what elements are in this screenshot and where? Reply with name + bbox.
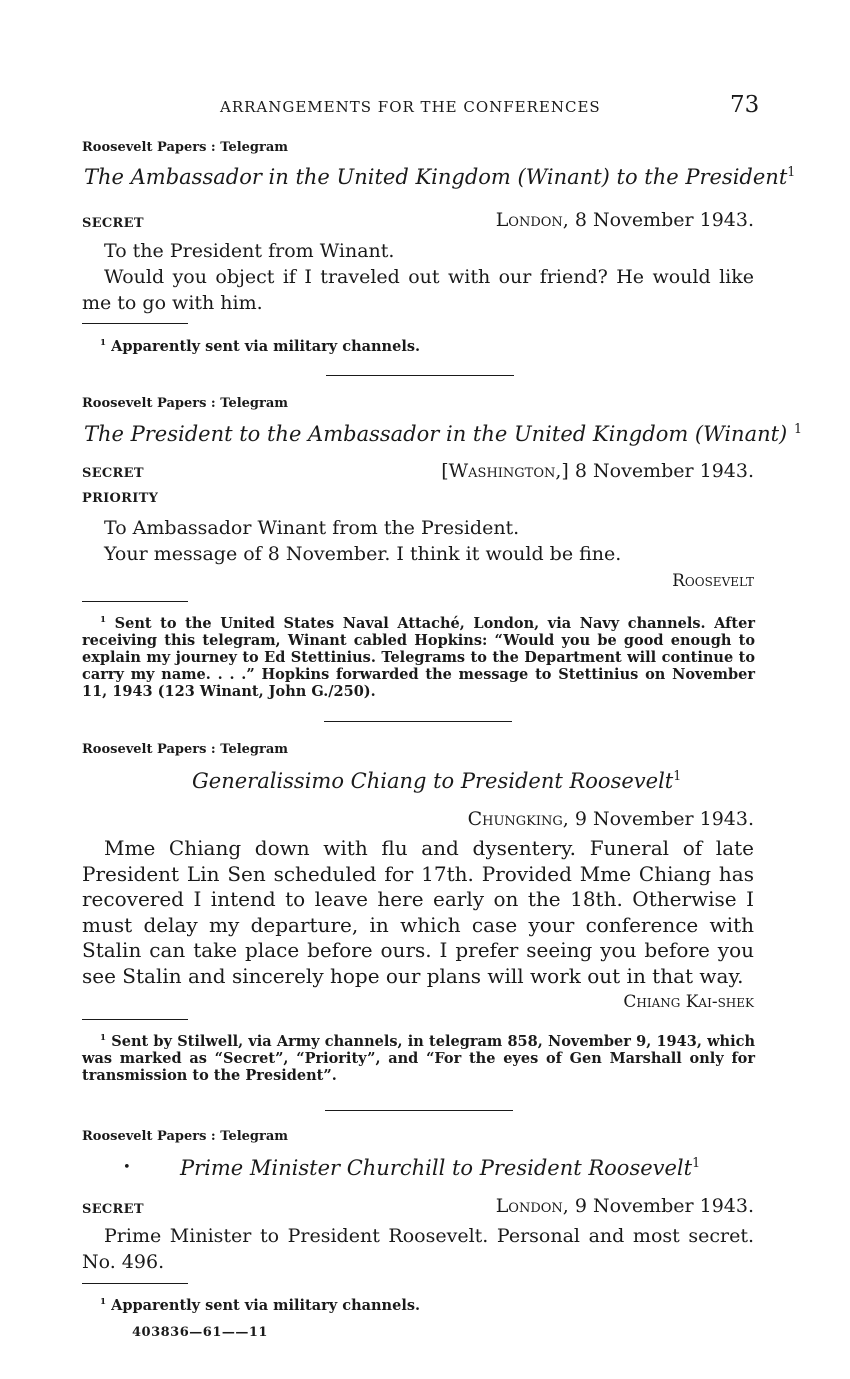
doc4-title-text: Prime Minister Churchill to President Roosevelt	[180, 1156, 693, 1180]
doc4-title-note: 1	[692, 1155, 701, 1170]
doc2-marking-priority: PRIORITY	[82, 491, 159, 506]
footnote-rule	[82, 323, 188, 324]
doc4-footnote	[82, 1294, 755, 1314]
doc1-paragraph: Would you object if I traveled out with our friend? He would like me to go with him.	[82, 266, 754, 314]
document-separator	[326, 375, 514, 376]
running-title: ARRANGEMENTS FOR THE CONFERENCES	[220, 98, 601, 116]
doc2-signature: Roosevelt	[672, 571, 754, 591]
doc2-title-note: 1	[793, 421, 802, 436]
doc4-footnote-mark: 1	[100, 1297, 107, 1307]
doc1-footnote-mark: 1	[100, 338, 107, 348]
footnote-rule	[82, 1283, 188, 1284]
doc1-title-text: The Ambassador in the United Kingdom (Winant) to the President	[84, 165, 788, 189]
stray-mark: •	[123, 1160, 131, 1175]
doc1-title	[84, 164, 795, 189]
doc1-paragraph: To the President from Winant.	[104, 240, 395, 262]
doc3-source: Roosevelt Papers : Telegram	[82, 742, 289, 757]
doc4-footnote-text: Apparently sent via military channels.	[111, 1296, 421, 1314]
doc4-date: 9 November 1943.	[574, 1195, 754, 1217]
footnote-rule	[82, 601, 188, 602]
doc4-place: London,	[495, 1195, 569, 1217]
doc2-marking: SECRET	[82, 466, 144, 481]
doc3-body	[82, 836, 754, 989]
doc2-title-text: The President to the Ambassador in the United Kingdom (Winant)	[84, 422, 788, 446]
doc3-title-note: 1	[673, 768, 682, 783]
doc1-marking: SECRET	[82, 216, 144, 231]
doc1-place: London,	[495, 209, 569, 231]
doc3-footnote-text: Sent by Stilwell, via Army channels, in telegram 858, November 9, 1943, which was marked as “Secret”, “Priority”, and “For the eyes of Gen Marshall only for transmission to the President”.	[82, 1032, 755, 1084]
doc2-body	[82, 515, 754, 567]
doc3-dateline	[468, 808, 754, 830]
doc3-date: 9 November 1943.	[574, 808, 754, 830]
doc2-footnote	[82, 612, 755, 700]
doc2-title	[84, 421, 802, 446]
doc1-title-note: 1	[787, 164, 796, 179]
doc2-source: Roosevelt Papers : Telegram	[82, 396, 289, 411]
doc4-dateline	[496, 1195, 754, 1217]
document-separator	[324, 721, 512, 722]
doc1-dateline	[496, 209, 754, 231]
doc3-title-text: Generalissimo Chiang to President Roosevelt	[192, 769, 674, 793]
footnote-rule	[82, 1019, 188, 1020]
doc3-title	[192, 768, 681, 793]
doc4-body	[82, 1223, 754, 1275]
doc2-date: 8 November 1943.	[574, 460, 754, 482]
doc3-footnote-mark: 1	[100, 1033, 107, 1043]
page-number: 73	[730, 92, 760, 118]
print-code: 403836—61——11	[132, 1325, 268, 1340]
doc4-title	[180, 1155, 700, 1180]
doc2-paragraph: To Ambassador Winant from the President.	[104, 517, 520, 539]
doc2-footnote-mark: 1	[100, 615, 107, 625]
doc4-paragraph: Prime Minister to President Roosevelt. Personal and most secret. No. 496.	[82, 1225, 754, 1273]
doc3-paragraph: Mme Chiang down with flu and dysentery. Funeral of late President Lin Sen scheduled for 17th. Provided Mme Chiang has recovered I intend to leave here early on the 18th. Otherwise I must delay my departure, in which case your conference with Stalin can take place before ours. I prefer seeing you before you see Stalin and sincerely hope our plans will work out in that way.	[82, 836, 754, 988]
doc2-paragraph: Your message of 8 November. I think it would be fine.	[104, 543, 622, 565]
doc1-footnote-text: Apparently sent via military channels.	[111, 337, 421, 355]
doc3-signature: Chiang Kai-shek	[623, 992, 754, 1012]
doc1-body	[82, 238, 754, 316]
doc1-footnote	[82, 335, 755, 355]
doc2-dateline	[441, 460, 754, 482]
doc2-place: [Washington,]	[441, 460, 569, 482]
doc3-place: Chungking,	[467, 808, 569, 830]
doc4-marking: SECRET	[82, 1202, 144, 1217]
doc4-source: Roosevelt Papers : Telegram	[82, 1129, 289, 1144]
doc1-date: 8 November 1943.	[574, 209, 754, 231]
document-separator	[325, 1110, 513, 1111]
doc1-source: Roosevelt Papers : Telegram	[82, 140, 289, 155]
doc2-footnote-text: Sent to the United States Naval Attaché, London, via Navy channels. After receiving this telegram, Winant cabled Hopkins: “Would you be good enough to explain my journey to Ed Stettinius. Telegrams to the Department will continue to carry my name. . . .” Hopkins forwarded the message to Stettinius on November 11, 1943 (123 Winant, John G./250).	[82, 614, 755, 700]
doc3-footnote	[82, 1030, 755, 1084]
